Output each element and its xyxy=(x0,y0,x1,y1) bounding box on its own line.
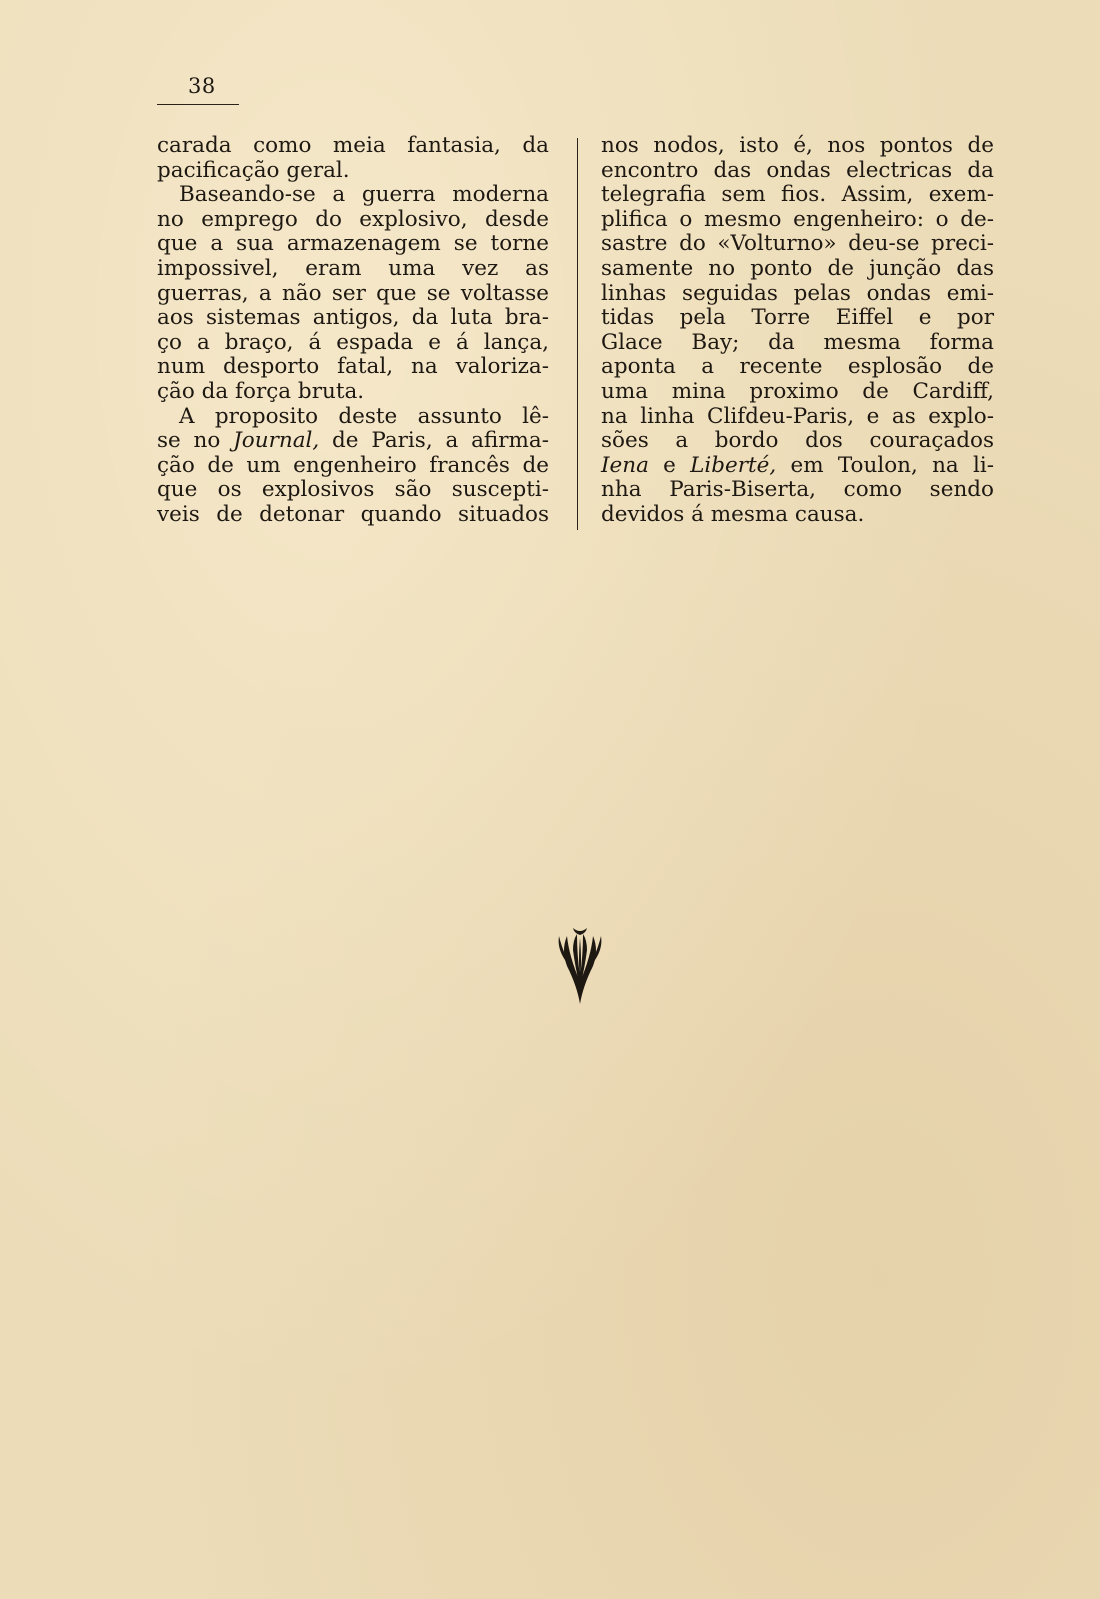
text-line: nha Paris-Biserta, como sendo xyxy=(601,477,994,503)
left-column xyxy=(157,134,549,528)
text-segment: em Toulon, na li- xyxy=(776,452,994,478)
text-line: encontro das ondas electricas da xyxy=(601,157,994,183)
italic-ship-iena: Iena xyxy=(601,452,649,478)
page-number-rule xyxy=(157,104,239,105)
text-segment: de Paris, a afirma- xyxy=(319,428,549,454)
text-line: na linha Clifdeu-Paris, e as explo- xyxy=(601,403,994,429)
text-line: guerras, a não ser que se voltasse xyxy=(157,280,549,306)
text-line: pacificação geral. xyxy=(157,157,350,183)
text-line: que os explosivos são suscepti- xyxy=(157,477,549,503)
text-line: sões a bordo dos couraçados xyxy=(601,428,994,454)
text-line: ção da força bruta. xyxy=(157,378,365,404)
text-line: A proposito deste assunto lê- xyxy=(179,403,549,429)
column-rule xyxy=(577,138,578,530)
text-line: num desporto fatal, na valoriza- xyxy=(157,354,549,380)
text-segment: se no xyxy=(157,428,234,454)
italic-title-journal: Journal, xyxy=(233,428,320,454)
text-line: impossivel, eram uma vez as xyxy=(157,255,549,281)
text-line: devidos á mesma causa. xyxy=(601,501,865,527)
italic-ship-liberte: Liberté, xyxy=(690,452,777,478)
text-line: ço a braço, á espada e á lança, xyxy=(157,329,549,355)
text-line: que a sua armazenagem se torne xyxy=(157,231,549,257)
text-line: carada como meia fantasia, da xyxy=(157,133,549,158)
text-line: uma mina proximo de Cardiff, xyxy=(601,378,994,404)
text-line-with-italic xyxy=(601,454,994,479)
text-line: samente no ponto de junção das xyxy=(601,255,994,281)
right-column xyxy=(601,134,994,528)
text-line: tidas pela Torre Eiffel e por xyxy=(601,305,994,331)
text-segment: e xyxy=(648,452,691,478)
text-line: Baseando-se a guerra moderna xyxy=(179,182,549,208)
text-line: aos sistemas antigos, da luta bra- xyxy=(157,305,549,331)
text-line-with-italic xyxy=(157,429,549,454)
text-line: aponta a recente esplosão de xyxy=(601,354,994,380)
fleuron-icon xyxy=(553,926,607,1006)
text-line: ção de um engenheiro francês de xyxy=(157,452,549,478)
text-line: no emprego do explosivo, desde xyxy=(157,206,549,232)
page-number: 38 xyxy=(188,74,216,98)
text-line: veis de detonar quando situados xyxy=(157,501,549,527)
text-line: nos nodos, isto é, nos pontos de xyxy=(601,133,994,158)
text-line: Glace Bay; da mesma forma xyxy=(601,329,994,355)
text-line: linhas seguidas pelas ondas emi- xyxy=(601,280,994,306)
text-line: telegrafia sem fios. Assim, exem- xyxy=(601,182,994,208)
text-line: sastre do «Volturno» deu-se preci- xyxy=(601,231,994,257)
text-line: plifica o mesmo engenheiro: o de- xyxy=(601,206,994,232)
